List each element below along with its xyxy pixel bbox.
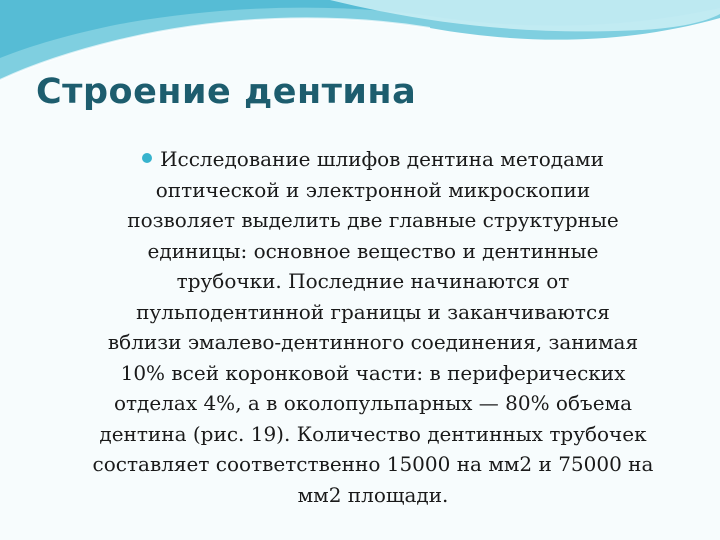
paragraph-line [60,144,686,175]
paragraph-line: составляет соответственно 15000 на мм2 и 75000 на [92,452,654,476]
paragraph-line: трубочки. Последние начинаются от [176,269,570,293]
paragraph-line: единицы: основное вещество и дентинные [147,238,599,263]
paragraph-line: пульподентинной границы и заканчиваются [136,299,610,324]
paragraph-line: 10% всей коронковой части: в периферических [120,360,626,385]
paragraph-line: оптической и электронной микроскопии [155,177,591,202]
paragraph-line: отделах 4%, а в околопульпарных — 80% объема [113,391,633,415]
paragraph-line: дентина (рис. 19). Количество дентинных трубочек [99,421,647,446]
paragraph-line: позволяет выделить две главные структурные [127,208,619,232]
bullet-icon [142,153,152,163]
slide-body [60,144,686,510]
slide-title: Строение дентина [36,72,417,112]
paragraph-line: вблизи эмалево-дентинного соединения, занимая [107,330,639,354]
paragraph-line: мм2 площади. [297,482,449,507]
paragraph-line-text: Исследование шлифов дентина методами [160,147,604,171]
